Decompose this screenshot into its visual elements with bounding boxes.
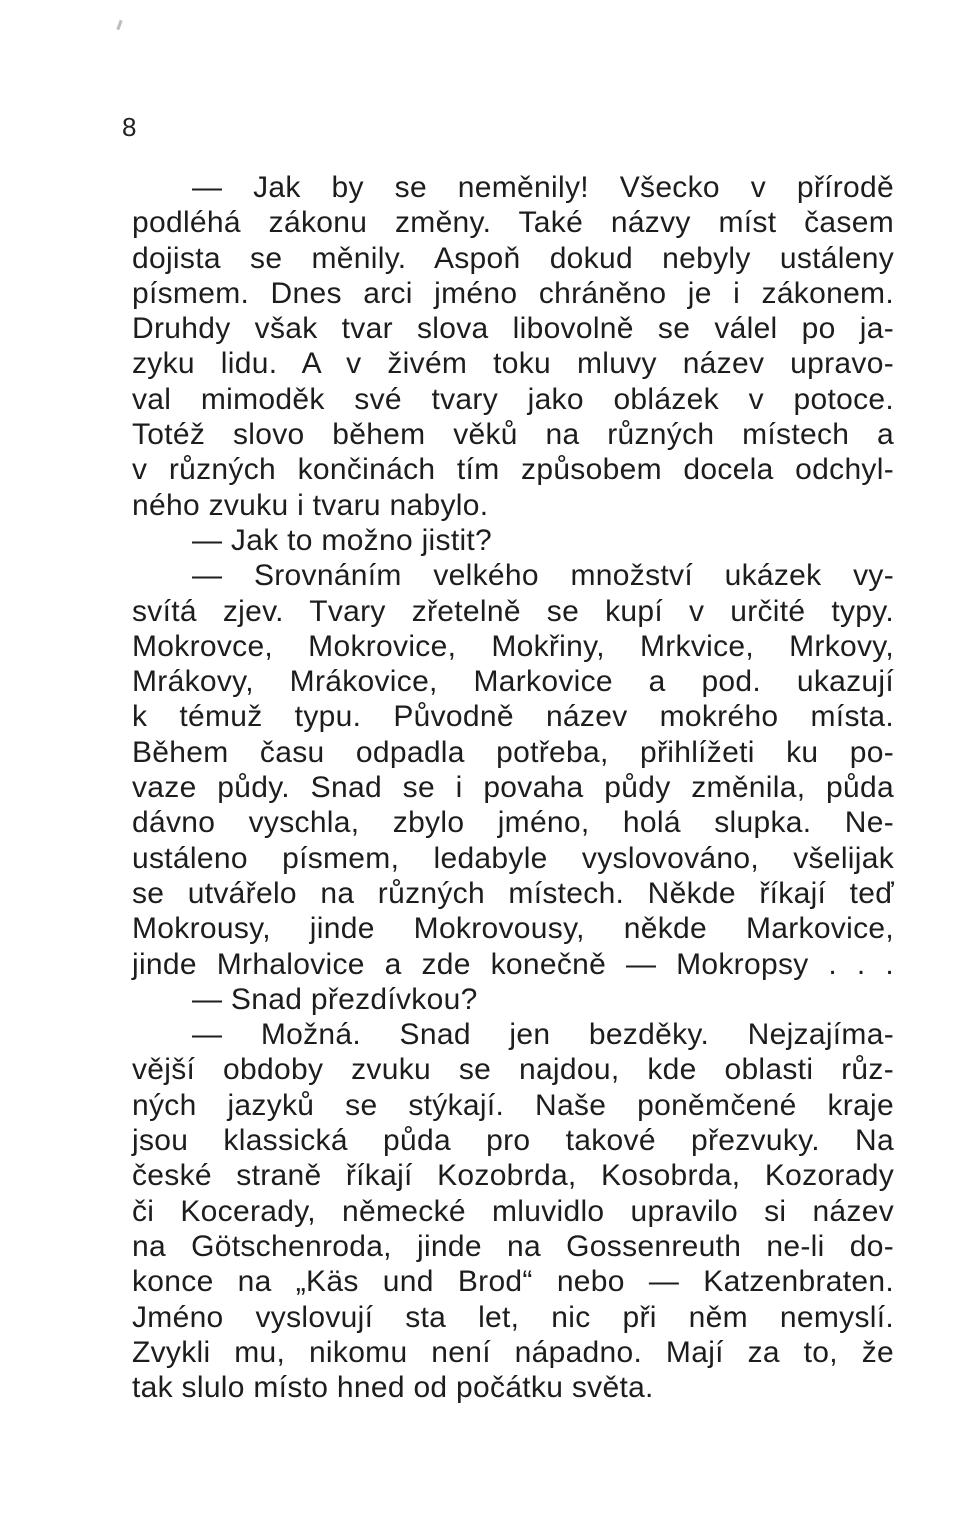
text-line: se utvářelo na různých místech. Někde říkají teď [132, 876, 894, 910]
text-line: dojista se měnily. Aspoň dokud nebyly ustáleny [132, 241, 894, 275]
text-line: — Jak by se neměnily! Všecko v přírodě [192, 171, 894, 204]
text-line: — Srovnáním velkého množství ukázek vy- [192, 559, 894, 593]
text-line: tak slulo místo hned od počátku světa. [132, 1371, 654, 1405]
text-line: Mokrousy, jinde Mokrovousy, někde Markovice, [132, 912, 894, 946]
text-line: Druhdy však tvar slova libovolně se válel po ja- [132, 312, 894, 346]
text-line: val mimoděk své tvary jako oblázek v potoce. [132, 382, 894, 416]
text-line: vaze půdy. Snad se i povaha půdy změnila, půda [132, 771, 894, 805]
page-number: 8 [122, 112, 137, 142]
text-line: Totéž slovo během věků na různých místech a [132, 418, 894, 452]
text-line: Jméno vyslovují sta let, nic při něm nemyslí. [132, 1300, 894, 1334]
text-line: jinde Mrhalovice a zde konečně — Mokropsy . . . [132, 947, 894, 981]
text-line: vější obdoby zvuku se najdou, kde oblasti růz- [132, 1053, 894, 1087]
text-line: svítá zjev. Tvary zřetelně se kupí v určité typy. [132, 594, 894, 628]
text-line: podléhá zákonu změny. Také názvy míst časem [132, 206, 894, 240]
text-line: dávno vyschla, zbylo jméno, holá slupka. Ne- [132, 806, 894, 840]
text-line: české straně říkají Kozobrda, Kosobrda, Kozorady [132, 1159, 894, 1193]
text-line: — Snad přezdívkou? [192, 982, 478, 1016]
text-line: — Jak to možno jistit? [192, 523, 493, 557]
text-line: — Možná. Snad jen bezděky. Nejzajíma- [192, 1018, 894, 1052]
text-line: Mokrovce, Mokrovice, Mokřiny, Mrkvice, Mrkovy, [132, 629, 894, 663]
scan-speck [116, 20, 122, 30]
text-line: na Götschenroda, jinde na Gossenreuth ne-li do- [132, 1229, 894, 1263]
text-line: ného zvuku i tvaru nabylo. [132, 488, 489, 522]
text-line: ustáleno písmem, ledabyle vyslovováno, všelijak [132, 841, 894, 875]
text-line: zyku lidu. A v živém toku mluvy název upravo- [132, 347, 894, 381]
text-line: písmem. Dnes arci jméno chráněno je i zákonem. [132, 276, 894, 310]
text-line: k témuž typu. Původně název mokrého místa. [132, 700, 894, 734]
text-line: jsou klassická půda pro takové přezvuky. Na [132, 1124, 894, 1158]
text-line: konce na „Käs und Brod“ nebo — Katzenbraten. [132, 1265, 894, 1299]
text-line: Zvykli mu, nikomu není nápadno. Mají za to, že [132, 1335, 894, 1369]
text-line: či Kocerady, německé mluvidlo upravilo si název [132, 1194, 894, 1228]
text-line: Mrákovy, Mrákovice, Markovice a pod. ukazují [132, 665, 894, 699]
text-line: v různých končinách tím způsobem docela odchyl- [132, 453, 894, 487]
body-text [132, 170, 894, 1405]
text-line: Během času odpadla potřeba, přihlížeti ku po- [132, 735, 894, 769]
text-line: ných jazyků se stýkají. Naše poněmčené kraje [132, 1088, 894, 1122]
